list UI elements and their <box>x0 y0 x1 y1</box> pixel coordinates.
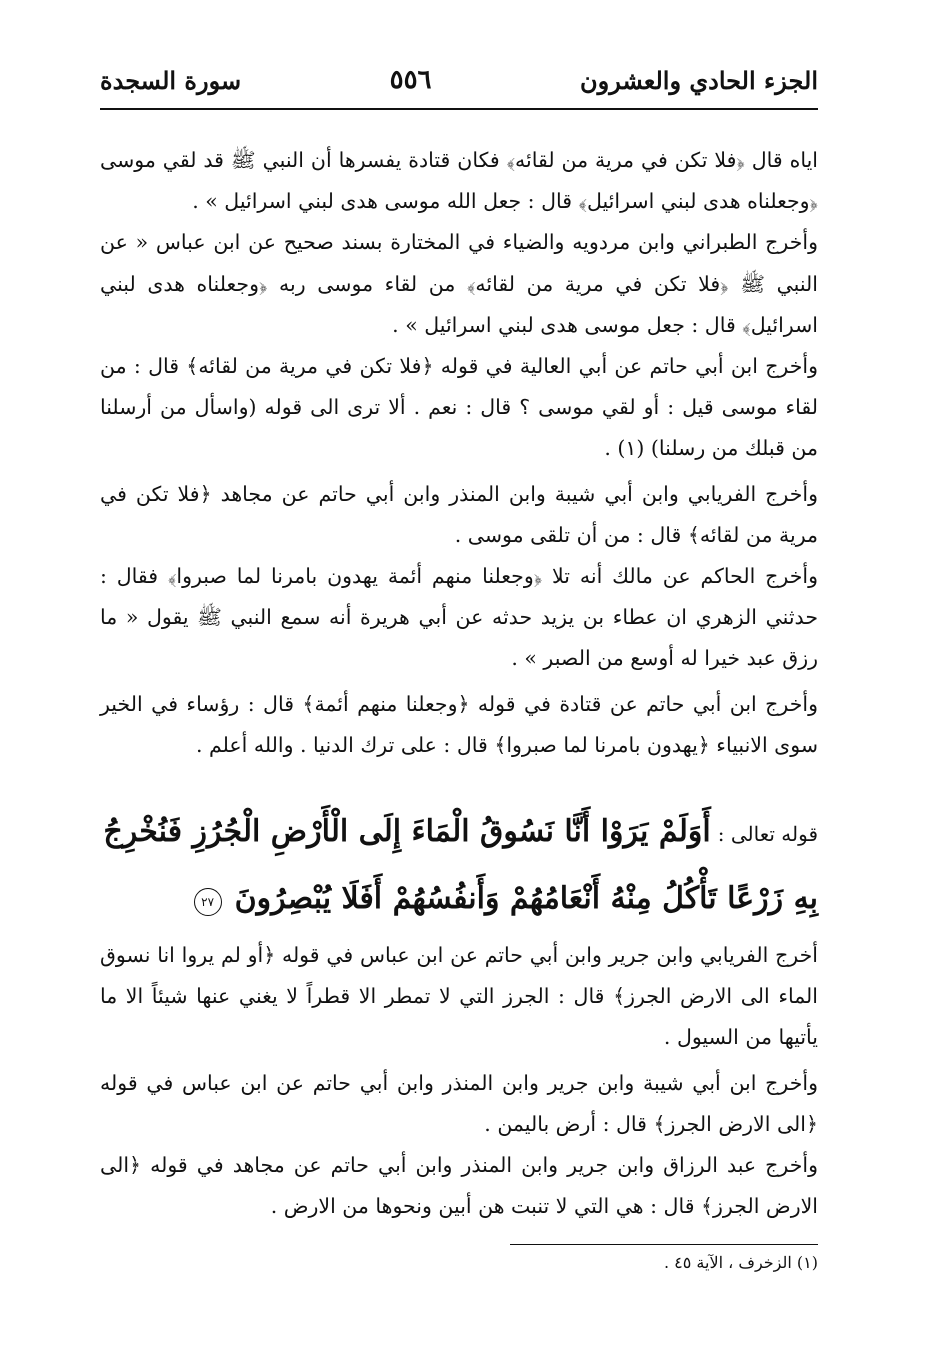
header-divider <box>100 108 818 110</box>
page-header <box>100 58 818 102</box>
verse-text: أَوَلَمْ يَرَوْا أَنَّا نَسُوقُ الْمَاءَ إِلَى الْأَرْضِ الْجُرُزِ فَنُخْرِجُ بِهِ زَرْعًا تَأْكُلُ مِنْهُ أَنْعَامُهُمْ وَأَنفُسُهُمْ أَفَلَا يُبْصِرُونَ <box>103 814 818 916</box>
commentary-section-2 <box>100 935 818 1227</box>
paragraph: وأخرج الطبراني وابن مردويه والضياء في المختارة بسند صحيح عن ابن عباس « عن النبي ﷺ ﴿فلا تكن في مرية من لقائه﴾ من لقاء موسى ربه ﴿وجعلناه هدى لبني اسرائيل﴾ قال : جعل موسى هدى لبني اسرائيل » . <box>100 230 818 337</box>
paragraph: وأخرج ابن أبي حاتم عن قتادة في قوله ﴿وجعلنا منهم أئمة﴾ قال : رؤساء في الخير سوى الانبياء ﴿يهدون بامرنا لما صبروا﴾ قال : على ترك الدنيا . والله أعلم . <box>100 691 818 757</box>
paragraph: أخرج الفريابي وابن جرير وابن أبي حاتم عن ابن عباس في قوله ﴿أو لم يروا انا نسوق الماء الى الارض الجرز﴾ قال : الجرز التي لا تمطر الا قطراً لا يغني عنها شيئاً الا ما يأتيها من السيول . <box>100 943 818 1050</box>
surah-title: سورة السجدة <box>100 65 242 95</box>
paragraph: وأخرج الفريابي وابن أبي شيبة وابن المنذر وابن أبي حاتم عن مجاهد ﴿فلا تكن في مرية من لقائه﴾ قال : من أن تلقى موسى . <box>100 481 818 547</box>
paragraph: وأخرج عبد الرزاق وابن جرير وابن المنذر وابن أبي حاتم عن مجاهد في قوله ﴿الى الارض الجرز﴾ قال : هي التي لا تنبت هن أبين ونحوها من الارض . <box>100 1153 818 1219</box>
paragraph: وأخرج ابن أبي شيبة وابن جرير وابن المنذر وابن أبي حاتم عن ابن عباس في قوله ﴿الى الارض الجرز﴾ قال : أرض باليمن . <box>100 1070 818 1136</box>
footnote-divider <box>510 1244 818 1245</box>
paragraph: وأخرج الحاكم عن مالك أنه تلا ﴿وجعلنا منهم أئمة يهدون بامرنا لما صبروا﴾ فقال : حدثني الزهري ان عطاء بن يزيد حدثه عن أبي هريرة أنه سمع النبي ﷺ يقول « ما رزق عبد خيرا له أوسع من الصبر » . <box>100 564 818 671</box>
page-number: ٥٥٦ <box>389 65 432 95</box>
footnote: (١) الزخرف ، الآية ٤٥ . <box>663 1253 818 1272</box>
ayah-number-marker: ٢٧ <box>194 888 222 916</box>
part-title: الجزء الحادي والعشرون <box>580 65 818 95</box>
paragraph: وأخرج ابن أبي حاتم عن أبي العالية في قوله ﴿فلا تكن في مرية من لقائه﴾ قال : من لقاء موسى قيل : أو لقي موسى ؟ قال : نعم . ألا ترى الى قوله (واسأل من أرسلنا من قبلك من رسلنا) (١) . <box>100 354 818 461</box>
verse-intro: قوله تعالى : <box>717 822 818 846</box>
commentary-section-1 <box>100 140 818 766</box>
paragraph: اياه قال ﴿فلا تكن في مرية من لقائه﴾ فكان قتادة يفسرها أن النبي ﷺ قد لقي موسى ﴿وجعلناه هدى لبني اسرائيل﴾ قال : جعل الله موسى هدى لبني اسرائيل » . <box>100 148 818 214</box>
quran-verse-block <box>100 800 818 934</box>
